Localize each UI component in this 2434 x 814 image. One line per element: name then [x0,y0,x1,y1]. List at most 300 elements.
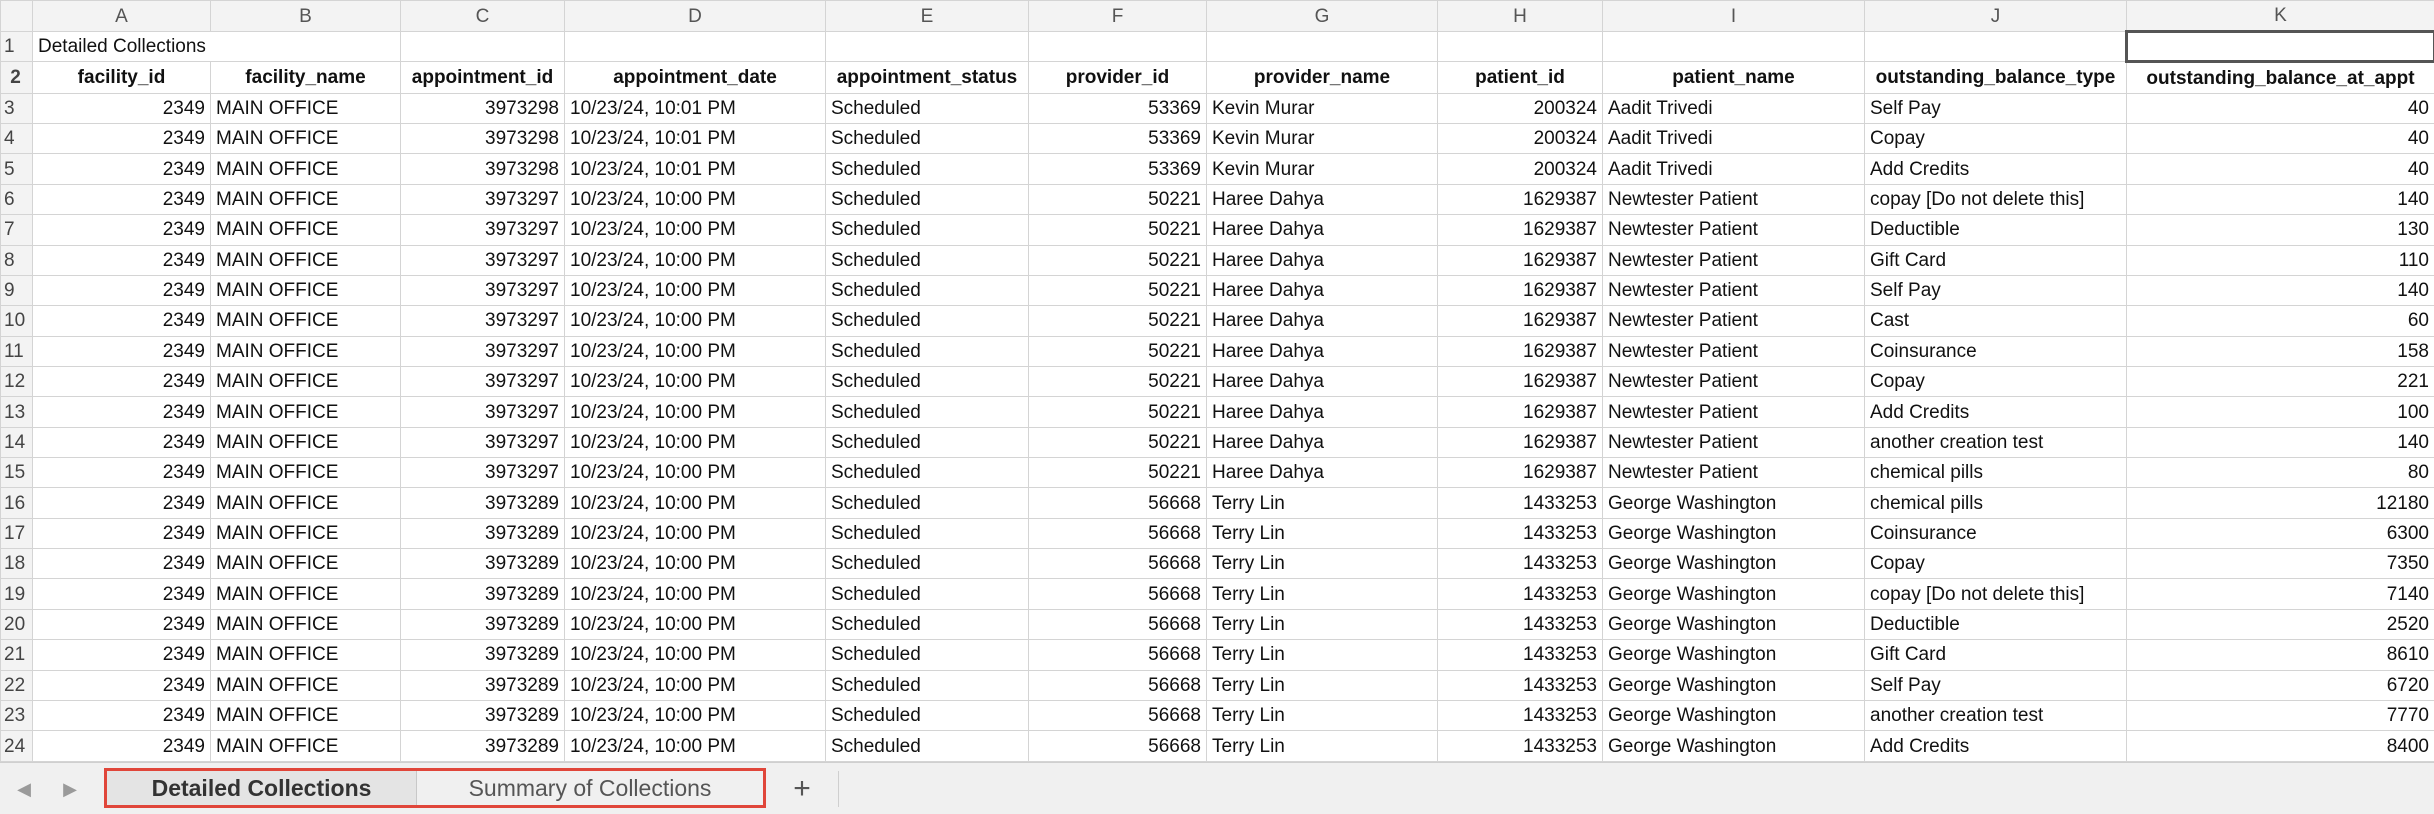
table-cell[interactable]: MAIN OFFICE [211,731,401,762]
table-cell[interactable]: Kevin Murar [1207,93,1438,123]
cell[interactable] [565,32,826,62]
table-cell[interactable]: 2349 [33,124,211,154]
table-cell[interactable]: George Washington [1603,488,1865,518]
table-cell[interactable]: 3973297 [401,215,565,245]
table-cell[interactable]: Gift Card [1865,245,2127,275]
table-cell[interactable]: Haree Dahya [1207,336,1438,366]
table-cell[interactable]: 12180 [2127,488,2434,518]
table-cell[interactable]: 3973289 [401,640,565,670]
table-cell[interactable]: 2349 [33,245,211,275]
field-header-cell[interactable]: provider_name [1207,62,1438,93]
table-cell[interactable]: MAIN OFFICE [211,154,401,184]
row-number[interactable]: 17 [1,518,33,548]
select-all-corner[interactable] [1,1,33,32]
table-cell[interactable]: MAIN OFFICE [211,245,401,275]
row-number[interactable]: 5 [1,154,33,184]
table-cell[interactable]: 2349 [33,427,211,457]
table-cell[interactable]: 10/23/24, 10:00 PM [565,488,826,518]
table-cell[interactable]: Deductible [1865,609,2127,639]
table-cell[interactable]: MAIN OFFICE [211,427,401,457]
row-number[interactable]: 23 [1,700,33,730]
table-cell[interactable]: George Washington [1603,609,1865,639]
table-cell[interactable]: Scheduled [826,366,1029,396]
table-cell[interactable]: 2349 [33,366,211,396]
table-cell[interactable]: 56668 [1029,640,1207,670]
table-cell[interactable]: Haree Dahya [1207,427,1438,457]
table-cell[interactable]: 3973298 [401,154,565,184]
field-header-cell[interactable]: facility_id [33,62,211,93]
table-cell[interactable]: 2349 [33,93,211,123]
table-cell[interactable]: Terry Lin [1207,731,1438,762]
table-cell[interactable]: 3973289 [401,549,565,579]
table-cell[interactable]: chemical pills [1865,458,2127,488]
table-cell[interactable]: 2349 [33,640,211,670]
table-cell[interactable]: 50221 [1029,245,1207,275]
table-cell[interactable]: George Washington [1603,731,1865,762]
table-cell[interactable]: 3973297 [401,306,565,336]
table-cell[interactable]: 3973297 [401,458,565,488]
table-cell[interactable]: 221 [2127,366,2434,396]
column-header-c[interactable]: C [401,1,565,32]
table-cell[interactable]: Newtester Patient [1603,397,1865,427]
table-cell[interactable]: Newtester Patient [1603,366,1865,396]
field-header-cell[interactable]: appointment_id [401,62,565,93]
table-cell[interactable]: Scheduled [826,245,1029,275]
table-cell[interactable]: MAIN OFFICE [211,518,401,548]
table-cell[interactable]: Terry Lin [1207,579,1438,609]
table-cell[interactable]: 50221 [1029,336,1207,366]
table-cell[interactable]: 53369 [1029,124,1207,154]
table-cell[interactable]: 1433253 [1438,518,1603,548]
table-cell[interactable]: MAIN OFFICE [211,609,401,639]
row-number[interactable]: 7 [1,215,33,245]
row-number[interactable]: 19 [1,579,33,609]
field-header-cell[interactable]: patient_id [1438,62,1603,93]
table-cell[interactable]: 140 [2127,427,2434,457]
table-cell[interactable]: Newtester Patient [1603,275,1865,305]
table-cell[interactable]: 56668 [1029,579,1207,609]
table-cell[interactable]: Terry Lin [1207,640,1438,670]
table-cell[interactable]: 3973289 [401,731,565,762]
table-cell[interactable]: 50221 [1029,458,1207,488]
table-cell[interactable]: MAIN OFFICE [211,640,401,670]
row-number[interactable]: 24 [1,731,33,762]
table-cell[interactable]: Aadit Trivedi [1603,93,1865,123]
table-cell[interactable]: 130 [2127,215,2434,245]
table-cell[interactable]: 10/23/24, 10:00 PM [565,609,826,639]
table-cell[interactable]: 56668 [1029,488,1207,518]
table-cell[interactable]: MAIN OFFICE [211,124,401,154]
table-cell[interactable]: 2349 [33,609,211,639]
table-cell[interactable]: Coinsurance [1865,336,2127,366]
table-cell[interactable]: 60 [2127,306,2434,336]
table-cell[interactable]: 2349 [33,518,211,548]
cell[interactable] [1029,32,1207,62]
tab-summary-of-collections[interactable]: Summary of Collections [468,775,712,801]
table-cell[interactable]: Haree Dahya [1207,245,1438,275]
table-cell[interactable]: Haree Dahya [1207,275,1438,305]
row-number[interactable]: 13 [1,397,33,427]
table-cell[interactable]: Scheduled [826,670,1029,700]
table-cell[interactable]: Scheduled [826,124,1029,154]
table-cell[interactable]: 1433253 [1438,700,1603,730]
column-header-d[interactable]: D [565,1,826,32]
table-cell[interactable]: 1629387 [1438,245,1603,275]
table-cell[interactable]: 1433253 [1438,549,1603,579]
table-cell[interactable]: 10/23/24, 10:00 PM [565,549,826,579]
table-cell[interactable]: 40 [2127,154,2434,184]
table-cell[interactable]: Add Credits [1865,397,2127,427]
field-header-cell[interactable]: provider_id [1029,62,1207,93]
table-cell[interactable]: 2349 [33,306,211,336]
table-cell[interactable]: 1629387 [1438,306,1603,336]
table-cell[interactable]: Newtester Patient [1603,245,1865,275]
table-cell[interactable]: 50221 [1029,215,1207,245]
table-cell[interactable]: Scheduled [826,336,1029,366]
table-cell[interactable]: 10/23/24, 10:00 PM [565,275,826,305]
table-cell[interactable]: George Washington [1603,549,1865,579]
table-cell[interactable]: 10/23/24, 10:00 PM [565,427,826,457]
table-cell[interactable]: 7350 [2127,549,2434,579]
table-cell[interactable]: Haree Dahya [1207,215,1438,245]
table-cell[interactable]: MAIN OFFICE [211,579,401,609]
field-header-cell[interactable]: facility_name [211,62,401,93]
table-cell[interactable]: Haree Dahya [1207,184,1438,214]
table-cell[interactable]: 50221 [1029,397,1207,427]
row-number[interactable]: 10 [1,306,33,336]
table-cell[interactable]: 8400 [2127,731,2434,762]
table-cell[interactable]: copay [Do not delete this] [1865,184,2127,214]
table-cell[interactable]: Scheduled [826,700,1029,730]
table-cell[interactable]: 3973298 [401,93,565,123]
table-cell[interactable]: Add Credits [1865,731,2127,762]
table-cell[interactable]: 3973298 [401,124,565,154]
table-cell[interactable]: 3973289 [401,579,565,609]
table-cell[interactable]: MAIN OFFICE [211,488,401,518]
table-cell[interactable]: 6720 [2127,670,2434,700]
table-cell[interactable]: 10/23/24, 10:01 PM [565,124,826,154]
table-cell[interactable]: Copay [1865,124,2127,154]
table-cell[interactable]: 50221 [1029,184,1207,214]
table-cell[interactable]: 3973297 [401,336,565,366]
table-cell[interactable]: 140 [2127,184,2434,214]
table-cell[interactable]: 10/23/24, 10:00 PM [565,670,826,700]
table-cell[interactable]: 56668 [1029,518,1207,548]
tab-detailed-collections[interactable]: Detailed Collections [107,771,417,805]
table-cell[interactable]: Scheduled [826,184,1029,214]
column-header-i[interactable]: I [1603,1,1865,32]
table-cell[interactable]: Scheduled [826,579,1029,609]
table-cell[interactable]: 3973289 [401,518,565,548]
table-cell[interactable]: copay [Do not delete this] [1865,579,2127,609]
table-cell[interactable]: 3973297 [401,366,565,396]
table-cell[interactable]: 2349 [33,154,211,184]
table-cell[interactable]: 1629387 [1438,215,1603,245]
table-cell[interactable]: Deductible [1865,215,2127,245]
table-cell[interactable]: 10/23/24, 10:00 PM [565,336,826,366]
table-cell[interactable]: 10/23/24, 10:00 PM [565,215,826,245]
table-cell[interactable]: 10/23/24, 10:01 PM [565,154,826,184]
table-cell[interactable]: MAIN OFFICE [211,93,401,123]
table-cell[interactable]: 53369 [1029,154,1207,184]
row-number[interactable]: 12 [1,366,33,396]
field-header-cell[interactable]: outstanding_balance_at_appt [2127,62,2434,93]
table-cell[interactable]: 1433253 [1438,640,1603,670]
table-cell[interactable]: Scheduled [826,488,1029,518]
table-cell[interactable]: 10/23/24, 10:00 PM [565,518,826,548]
table-cell[interactable]: 1629387 [1438,397,1603,427]
table-cell[interactable]: 2349 [33,184,211,214]
table-cell[interactable]: 158 [2127,336,2434,366]
table-cell[interactable]: 1629387 [1438,427,1603,457]
table-cell[interactable]: 3973297 [401,275,565,305]
table-cell[interactable]: MAIN OFFICE [211,275,401,305]
row-number[interactable]: 8 [1,245,33,275]
row-number[interactable]: 3 [1,93,33,123]
table-cell[interactable]: George Washington [1603,640,1865,670]
table-cell[interactable]: MAIN OFFICE [211,306,401,336]
table-cell[interactable]: 2349 [33,731,211,762]
table-cell[interactable]: MAIN OFFICE [211,670,401,700]
table-cell[interactable]: 56668 [1029,731,1207,762]
table-cell[interactable]: Kevin Murar [1207,154,1438,184]
row-number[interactable]: 4 [1,124,33,154]
table-cell[interactable]: Terry Lin [1207,518,1438,548]
table-cell[interactable]: 40 [2127,124,2434,154]
table-cell[interactable]: 1629387 [1438,336,1603,366]
table-cell[interactable]: 2349 [33,700,211,730]
row-number[interactable]: 14 [1,427,33,457]
table-cell[interactable]: 2349 [33,488,211,518]
table-cell[interactable]: Scheduled [826,427,1029,457]
table-cell[interactable]: 7140 [2127,579,2434,609]
table-cell[interactable]: 3973289 [401,700,565,730]
field-header-cell[interactable]: outstanding_balance_type [1865,62,2127,93]
table-cell[interactable]: 2349 [33,458,211,488]
row-number[interactable]: 1 [1,32,33,62]
table-cell[interactable]: 7770 [2127,700,2434,730]
table-cell[interactable]: Haree Dahya [1207,458,1438,488]
sheet-title-cell[interactable]: Detailed Collections [33,32,211,62]
table-cell[interactable]: 1433253 [1438,731,1603,762]
table-cell[interactable]: 10/23/24, 10:00 PM [565,306,826,336]
column-header-g[interactable]: G [1207,1,1438,32]
table-cell[interactable]: Scheduled [826,397,1029,427]
table-cell[interactable]: 50221 [1029,427,1207,457]
table-cell[interactable]: 10/23/24, 10:00 PM [565,579,826,609]
table-cell[interactable]: MAIN OFFICE [211,549,401,579]
table-cell[interactable]: 3973297 [401,245,565,275]
table-cell[interactable]: Scheduled [826,154,1029,184]
table-cell[interactable]: Newtester Patient [1603,215,1865,245]
table-cell[interactable]: MAIN OFFICE [211,215,401,245]
table-cell[interactable]: 50221 [1029,306,1207,336]
row-number[interactable]: 21 [1,640,33,670]
table-cell[interactable]: MAIN OFFICE [211,700,401,730]
table-cell[interactable]: Self Pay [1865,670,2127,700]
table-cell[interactable]: 6300 [2127,518,2434,548]
table-cell[interactable]: Scheduled [826,518,1029,548]
table-cell[interactable]: 200324 [1438,124,1603,154]
table-cell[interactable]: 2520 [2127,609,2434,639]
table-cell[interactable]: Scheduled [826,306,1029,336]
cell[interactable] [401,32,565,62]
table-cell[interactable]: Newtester Patient [1603,184,1865,214]
cell[interactable] [826,32,1029,62]
cell[interactable] [211,32,401,62]
row-number[interactable]: 2 [1,62,33,93]
table-cell[interactable]: MAIN OFFICE [211,366,401,396]
field-header-cell[interactable]: patient_name [1603,62,1865,93]
table-cell[interactable]: George Washington [1603,518,1865,548]
cell[interactable] [1207,32,1438,62]
table-cell[interactable]: Copay [1865,366,2127,396]
table-cell[interactable]: Copay [1865,549,2127,579]
table-cell[interactable]: MAIN OFFICE [211,336,401,366]
table-cell[interactable]: Scheduled [826,609,1029,639]
table-cell[interactable]: 10/23/24, 10:01 PM [565,93,826,123]
table-cell[interactable]: Newtester Patient [1603,306,1865,336]
table-cell[interactable]: George Washington [1603,670,1865,700]
table-cell[interactable]: 100 [2127,397,2434,427]
table-cell[interactable]: 10/23/24, 10:00 PM [565,458,826,488]
table-cell[interactable]: 53369 [1029,93,1207,123]
table-cell[interactable]: 2349 [33,549,211,579]
table-cell[interactable]: Coinsurance [1865,518,2127,548]
table-cell[interactable]: 1433253 [1438,670,1603,700]
column-header-b[interactable]: B [211,1,401,32]
table-cell[interactable]: 50221 [1029,366,1207,396]
table-cell[interactable]: Terry Lin [1207,549,1438,579]
table-cell[interactable]: 50221 [1029,275,1207,305]
triangle-right-icon[interactable]: ▶ [63,779,77,799]
table-cell[interactable]: MAIN OFFICE [211,397,401,427]
table-cell[interactable]: Add Credits [1865,154,2127,184]
table-cell[interactable]: Terry Lin [1207,700,1438,730]
table-cell[interactable]: 1629387 [1438,458,1603,488]
table-cell[interactable]: 3973297 [401,427,565,457]
table-cell[interactable]: 2349 [33,670,211,700]
add-sheet-button[interactable]: + [793,772,811,805]
table-cell[interactable]: 110 [2127,245,2434,275]
row-number[interactable]: 9 [1,275,33,305]
row-number[interactable]: 20 [1,609,33,639]
table-cell[interactable]: Newtester Patient [1603,427,1865,457]
table-cell[interactable]: Aadit Trivedi [1603,154,1865,184]
table-cell[interactable]: chemical pills [1865,488,2127,518]
column-header-a[interactable]: A [33,1,211,32]
row-number[interactable]: 16 [1,488,33,518]
row-number[interactable]: 6 [1,184,33,214]
table-cell[interactable]: 2349 [33,397,211,427]
table-cell[interactable]: another creation test [1865,700,2127,730]
table-cell[interactable]: Gift Card [1865,640,2127,670]
cell[interactable] [2127,32,2434,62]
table-cell[interactable]: 3973297 [401,397,565,427]
table-cell[interactable]: 56668 [1029,670,1207,700]
table-cell[interactable]: 80 [2127,458,2434,488]
field-header-cell[interactable]: appointment_status [826,62,1029,93]
table-cell[interactable]: 10/23/24, 10:00 PM [565,245,826,275]
table-cell[interactable]: Scheduled [826,458,1029,488]
triangle-left-icon[interactable]: ◀ [17,779,31,799]
row-number[interactable]: 18 [1,549,33,579]
table-cell[interactable]: 10/23/24, 10:00 PM [565,184,826,214]
table-cell[interactable]: Self Pay [1865,275,2127,305]
field-header-cell[interactable]: appointment_date [565,62,826,93]
table-cell[interactable]: 1433253 [1438,488,1603,518]
table-cell[interactable]: 10/23/24, 10:00 PM [565,397,826,427]
table-cell[interactable]: Scheduled [826,549,1029,579]
table-cell[interactable]: 1433253 [1438,609,1603,639]
table-cell[interactable]: George Washington [1603,579,1865,609]
row-number[interactable]: 22 [1,670,33,700]
table-cell[interactable]: Terry Lin [1207,609,1438,639]
table-cell[interactable]: 10/23/24, 10:00 PM [565,366,826,396]
table-cell[interactable]: 140 [2127,275,2434,305]
table-cell[interactable]: Haree Dahya [1207,306,1438,336]
table-cell[interactable]: 3973297 [401,184,565,214]
table-cell[interactable]: Terry Lin [1207,488,1438,518]
table-cell[interactable]: Newtester Patient [1603,336,1865,366]
column-header-h[interactable]: H [1438,1,1603,32]
column-header-k[interactable]: K [2127,1,2434,32]
table-cell[interactable]: 56668 [1029,609,1207,639]
table-cell[interactable]: MAIN OFFICE [211,458,401,488]
cell[interactable] [1603,32,1865,62]
table-cell[interactable]: George Washington [1603,700,1865,730]
table-cell[interactable]: 10/23/24, 10:00 PM [565,731,826,762]
cell[interactable] [1865,32,2127,62]
table-cell[interactable]: 1629387 [1438,366,1603,396]
table-cell[interactable]: 2349 [33,275,211,305]
table-cell[interactable]: Aadit Trivedi [1603,124,1865,154]
column-header-f[interactable]: F [1029,1,1207,32]
table-cell[interactable]: 2349 [33,336,211,366]
table-cell[interactable]: 200324 [1438,93,1603,123]
table-cell[interactable]: 1433253 [1438,579,1603,609]
table-cell[interactable]: Scheduled [826,215,1029,245]
table-cell[interactable]: Scheduled [826,275,1029,305]
table-cell[interactable]: 8610 [2127,640,2434,670]
table-cell[interactable]: 1629387 [1438,275,1603,305]
table-cell[interactable]: 1629387 [1438,184,1603,214]
table-cell[interactable]: 56668 [1029,700,1207,730]
table-cell[interactable]: Scheduled [826,731,1029,762]
table-cell[interactable]: 3973289 [401,670,565,700]
table-cell[interactable]: MAIN OFFICE [211,184,401,214]
table-cell[interactable]: Haree Dahya [1207,397,1438,427]
column-header-j[interactable]: J [1865,1,2127,32]
table-cell[interactable]: 40 [2127,93,2434,123]
table-cell[interactable]: 2349 [33,579,211,609]
table-cell[interactable]: Newtester Patient [1603,458,1865,488]
row-number[interactable]: 11 [1,336,33,366]
column-header-e[interactable]: E [826,1,1029,32]
table-cell[interactable]: 200324 [1438,154,1603,184]
table-cell[interactable]: Haree Dahya [1207,366,1438,396]
table-cell[interactable]: Scheduled [826,93,1029,123]
row-number[interactable]: 15 [1,458,33,488]
table-cell[interactable]: Kevin Murar [1207,124,1438,154]
table-cell[interactable]: 10/23/24, 10:00 PM [565,640,826,670]
table-cell[interactable]: 56668 [1029,549,1207,579]
table-cell[interactable]: 3973289 [401,488,565,518]
table-cell[interactable]: 2349 [33,215,211,245]
table-cell[interactable]: 3973289 [401,609,565,639]
table-cell[interactable]: Scheduled [826,640,1029,670]
table-cell[interactable]: Cast [1865,306,2127,336]
